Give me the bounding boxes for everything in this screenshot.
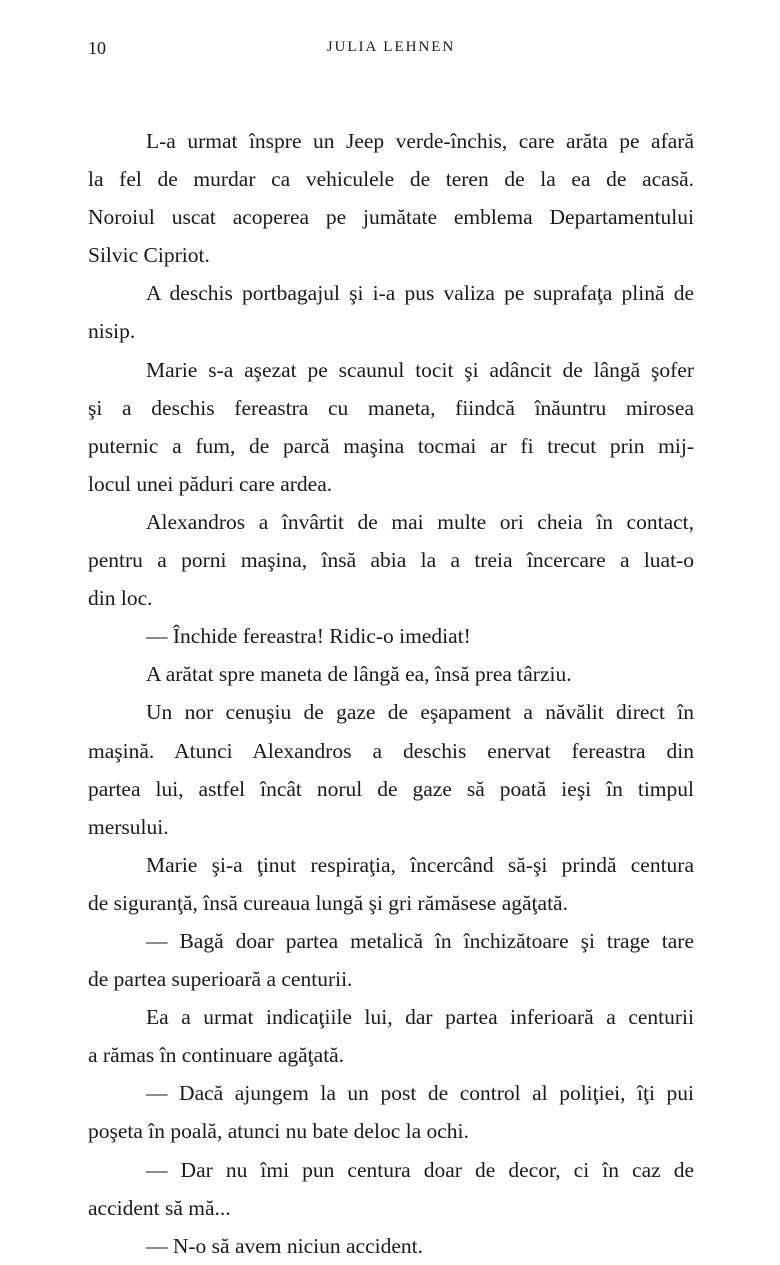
- text-line: Silvic Cipriot.: [88, 243, 210, 268]
- paragraph: [88, 922, 694, 998]
- text-line: a rămas în continuare agăţată.: [88, 1043, 345, 1068]
- paragraph: [88, 503, 694, 617]
- paragraph: [88, 1151, 694, 1227]
- paragraph: [88, 655, 694, 693]
- text-line: Un nor cenuşiu de gaze de eşapament a năvălit direct în: [146, 700, 694, 725]
- text-line: pentru a porni maşina, însă abia la a treia încercare a luat-o: [88, 548, 694, 573]
- text-line: de siguranţă, însă cureaua lungă şi gri rămăsese agăţată.: [88, 890, 568, 915]
- text-line: maşină. Atunci Alexandros a deschis enervat fereastra din: [88, 738, 694, 763]
- text-line: Noroiul uscat acoperea pe jumătate emblema Departamentului: [88, 205, 694, 230]
- paragraph: [88, 274, 694, 350]
- text-line: — N-o să avem niciun accident.: [146, 1233, 424, 1258]
- text-line: L-a urmat înspre un Jeep verde-închis, care arăta pe afară: [146, 129, 694, 153]
- paragraph: [88, 351, 694, 503]
- paragraph: [88, 998, 694, 1074]
- text-line: poşeta în poală, atunci nu bate deloc la ochi.: [88, 1119, 469, 1144]
- page-number: 10: [88, 38, 106, 58]
- text-line: puternic a fum, de parcă maşina tocmai ar fi trecut prin mij-: [88, 433, 694, 458]
- text-line: la fel de murdar ca vehiculele de teren de la ea de acasă.: [88, 167, 694, 192]
- paragraph: [88, 617, 694, 655]
- text-line: din loc.: [88, 586, 153, 611]
- paragraph: [88, 846, 694, 922]
- text-line: şi a deschis fereastra cu maneta, fiindcă înăuntru mirosea: [88, 395, 694, 420]
- text-line: — Închide fereastra! Ridic-o imediat!: [146, 624, 471, 649]
- paragraph: [88, 1074, 694, 1150]
- text-line: nisip.: [88, 319, 136, 344]
- paragraph: [88, 693, 694, 845]
- text-line: — Dar nu îmi pun centura doar de decor, ci în caz de: [146, 1157, 694, 1182]
- text-line: Marie şi-a ţinut respiraţia, încercând să-şi prindă centura: [146, 852, 694, 877]
- text-line: A deschis portbagajul şi i-a pus valiza pe suprafaţa plină de: [146, 281, 694, 306]
- text-line: Marie s-a aşezat pe scaunul tocit şi adâncit de lângă şofer: [146, 357, 694, 382]
- running-title: JULIA LEHNEN: [326, 39, 456, 55]
- text-line: Alexandros a învârtit de mai multe ori cheia în contact,: [146, 509, 694, 534]
- text-line: de partea superioară a centurii.: [88, 967, 353, 992]
- text-line: Ea a urmat indicaţiile lui, dar partea inferioară a centurii: [146, 1005, 694, 1030]
- text-line: locul unei păduri care ardea.: [88, 471, 333, 496]
- running-header: [88, 38, 694, 62]
- paragraph: [88, 1227, 694, 1265]
- text-line: mersului.: [88, 814, 169, 839]
- text-line: — Bagă doar partea metalică în închizătoare şi trage tare: [146, 928, 694, 953]
- text-line: partea lui, astfel încât norul de gaze să poată ieşi în timpul: [88, 776, 694, 801]
- paragraph: [88, 122, 694, 274]
- text-line: A arătat spre maneta de lângă ea, însă prea târziu.: [146, 662, 572, 687]
- text-line: accident să mă...: [88, 1195, 231, 1220]
- text-line: — Dacă ajungem la un post de control al poliţiei, îţi pui: [146, 1081, 694, 1106]
- body-text: [88, 122, 694, 1265]
